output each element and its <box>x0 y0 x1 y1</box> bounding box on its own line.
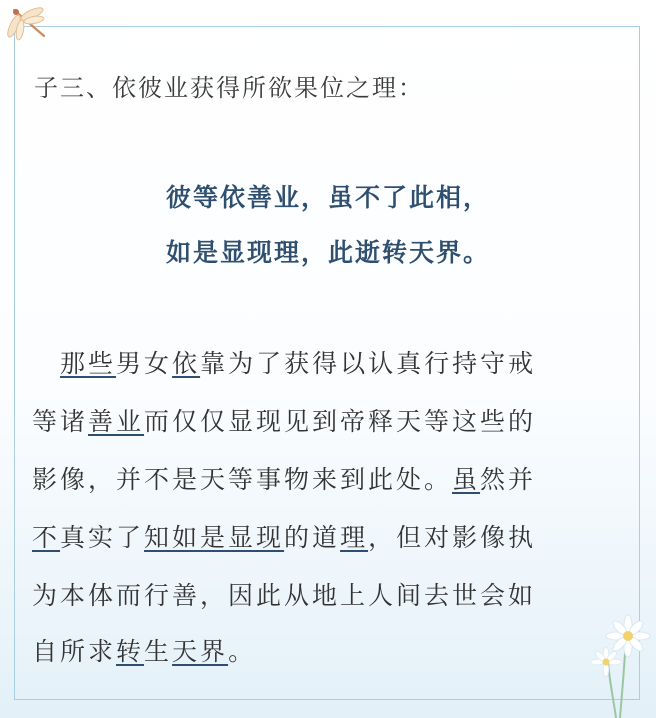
underlined-term: 依 <box>172 349 201 378</box>
verse-line-2: 如是显现理，此逝转天界。 <box>165 238 490 267</box>
underlined-term: 虽 <box>452 465 481 494</box>
text-segment: ，但对影像执 <box>368 523 537 552</box>
verse-line-1: 彼等依善业，虽不了此相， <box>165 183 490 212</box>
underlined-term: 善业 <box>88 407 145 436</box>
text-segment <box>32 349 60 378</box>
underlined-term: 天界 <box>172 637 229 666</box>
paragraph-line <box>32 344 632 380</box>
text-segment: 等诸 <box>32 407 89 436</box>
paragraph-line <box>32 632 632 668</box>
text-segment: 影像，并不是天等事物来到此处。 <box>32 465 453 494</box>
paragraph-line <box>32 460 632 496</box>
text-segment: 的道 <box>284 523 341 552</box>
text-segment: 为本体而行善，因此从地上人间去世会如 <box>32 581 537 610</box>
paragraph-line <box>32 518 632 554</box>
dragonfly-icon <box>4 4 52 44</box>
underlined-term: 转 <box>116 637 145 666</box>
text-segment: 而仅仅显现见到帝释天等这些的 <box>144 407 537 436</box>
underlined-term: 知如是显现 <box>144 523 285 552</box>
section-heading: 子三、依彼业获得所欲果位之理： <box>34 74 424 102</box>
underlined-term: 不 <box>32 523 61 552</box>
text-segment: 然并 <box>480 465 537 494</box>
text-segment: 。 <box>228 637 257 666</box>
text-segment: 自所求 <box>32 637 117 666</box>
text-segment: 真实了 <box>60 523 145 552</box>
text-segment: 生 <box>144 637 173 666</box>
underlined-term: 理 <box>340 523 369 552</box>
paragraph-line <box>32 576 632 612</box>
underlined-term: 那些 <box>60 349 117 378</box>
text-segment: 靠为了获得以认真行持守戒 <box>200 349 537 378</box>
paragraph-line <box>32 402 632 438</box>
text-segment: 男女 <box>116 349 173 378</box>
